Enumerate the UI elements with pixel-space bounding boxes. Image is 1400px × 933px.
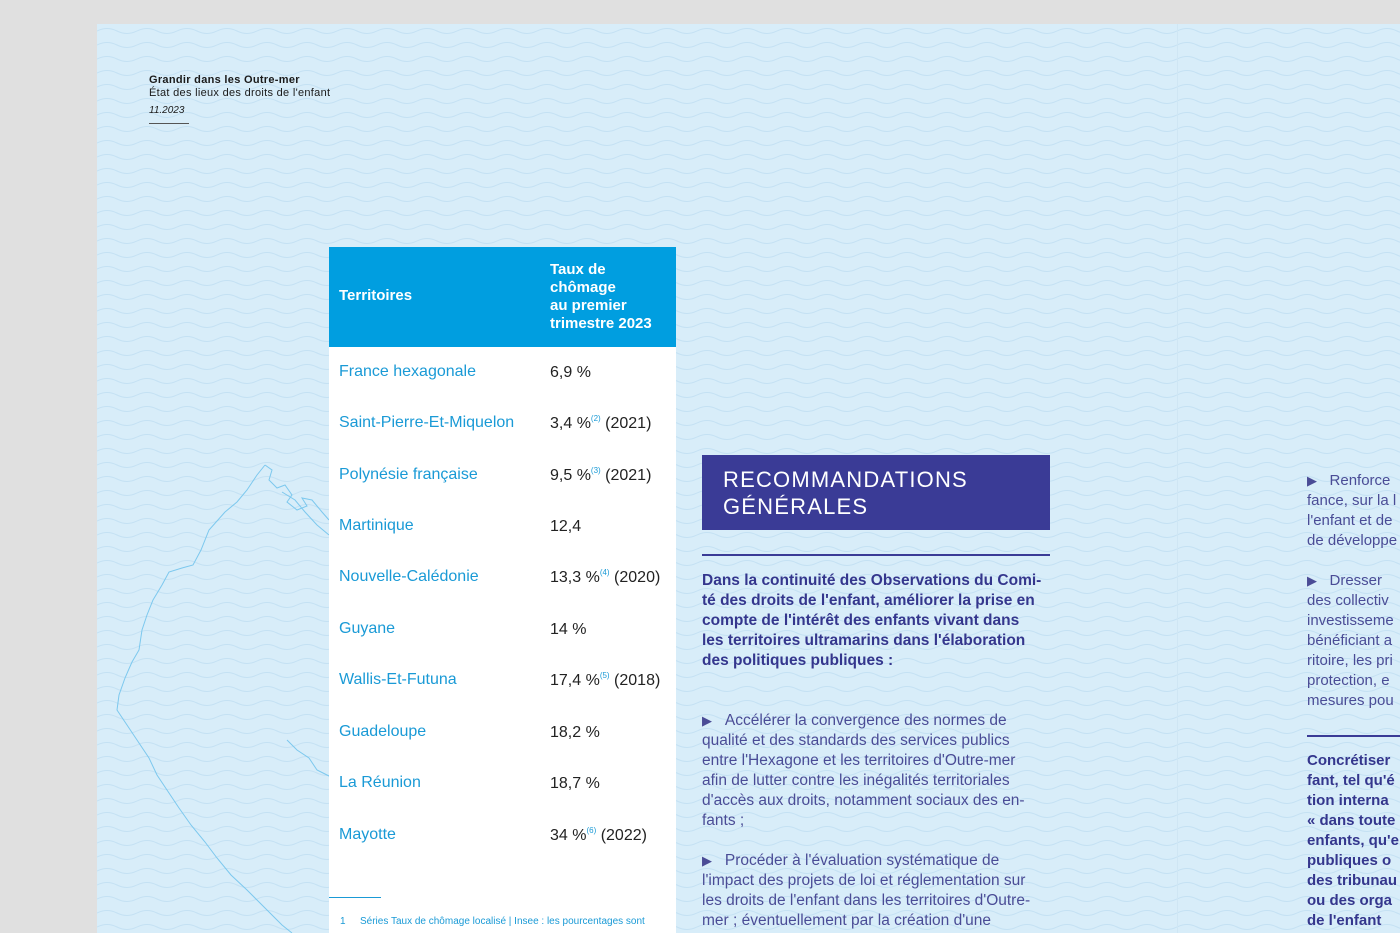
- column-header-taux: [550, 261, 670, 333]
- table-row: [329, 568, 676, 592]
- recommendations-heading-box: [702, 455, 1050, 530]
- publication-title: Grandir dans les Outre-mer: [149, 74, 300, 86]
- unemployment-value: 14 %: [550, 621, 587, 638]
- table-row: [329, 414, 676, 438]
- table-row: [329, 826, 676, 850]
- recommendation-bullet: ▶ Procéder à l'évaluation systématique de l'impact des projets de loi et réglementation sur les droits de l'enfant dans les territoires d'Outre- mer ; éventuellement par la création d'une: [702, 852, 1031, 929]
- unemployment-value: 6,9 %: [550, 364, 591, 381]
- recommendations-intro: Dans la continuité des Observations du Comi- té des droits de l'enfant, améliorer la prise en compte de l'intérêt des enfants vivant dans les territoires ultramarins dans l'élaboration des politiques publiques :: [702, 572, 1042, 669]
- bullet-triangle-icon: ▶: [702, 853, 712, 868]
- territory-name: La Réunion: [339, 774, 421, 791]
- right-column-intro: Concrétiser fant, tel qu'é tion interna « dans toute enfants, qu'e publiques o des tribunau ou des orga de l'enfant: [1307, 752, 1399, 929]
- column-header-line: Taux de: [550, 261, 606, 278]
- unemployment-value: 3,4 %$^{(2)}$ (2021): [550, 414, 652, 432]
- footnote-divider: [329, 897, 381, 898]
- table-row: [329, 466, 676, 490]
- right-column-bullet: ▶ Renforce fance, sur la l l'enfant et de de développe: [1307, 472, 1398, 549]
- territory-name: France hexagonale: [339, 363, 476, 380]
- map-outline-illustration: [97, 440, 337, 933]
- header-divider: [149, 123, 189, 124]
- recommendations-title: RECOMMANDATIONS GÉNÉRALES: [723, 467, 968, 519]
- publication-subtitle: État des lieux des droits de l'enfant: [149, 87, 331, 99]
- document-header: [149, 74, 330, 124]
- territory-name: Guadeloupe: [339, 723, 427, 740]
- table-row: [329, 363, 676, 387]
- unemployment-value: 13,3 %$^{(4)}$ (2020): [550, 568, 661, 586]
- unemployment-value: 9,5 %$^{(3)}$ (2021): [550, 466, 652, 484]
- column-header-line: chômage: [550, 279, 616, 296]
- column-header-territoires: Territoires: [339, 287, 413, 304]
- right-section-divider: [1307, 735, 1400, 737]
- page-fold: [1177, 24, 1178, 933]
- unemployment-table: [329, 247, 676, 933]
- unemployment-value: 18,7 %: [550, 775, 600, 792]
- table-row: [329, 517, 676, 541]
- footnote: 1 Séries Taux de chômage localisé | Insee : les pourcentages sont: [340, 916, 645, 927]
- table-header: [329, 247, 676, 347]
- bullet-triangle-icon: ▶: [1307, 473, 1317, 488]
- unemployment-value: 18,2 %: [550, 724, 600, 741]
- recommendation-bullet: ▶ Accélérer la convergence des normes de qualité et des standards des services publics entre l'Hexagone et les territoires d'Outre-mer afin de lutter contre les inégalités territoriales d'accès aux droits, notamment sociaux des en- fants ;: [702, 712, 1025, 829]
- territory-name: Guyane: [339, 620, 396, 637]
- column-header-line: trimestre 2023: [550, 315, 652, 332]
- table-row: [329, 620, 676, 644]
- territory-name: Martinique: [339, 517, 414, 534]
- unemployment-value: 34 %$^{(6)}$ (2022): [550, 826, 647, 844]
- table-row: [329, 774, 676, 798]
- table-row: [329, 671, 676, 695]
- territory-name: Wallis-Et-Futuna: [339, 671, 457, 688]
- territory-name: Nouvelle-Calédonie: [339, 568, 479, 585]
- territory-name: Polynésie française: [339, 466, 478, 483]
- unemployment-value: 12,4: [550, 518, 582, 535]
- unemployment-value: 17,4 %$^{(5)}$ (2018): [550, 671, 661, 689]
- bullet-triangle-icon: ▶: [1307, 573, 1317, 588]
- publication-date: 11.2023: [149, 105, 185, 116]
- territory-name: Saint-Pierre-Et-Miquelon: [339, 414, 515, 431]
- column-header-line: au premier: [550, 297, 627, 314]
- bullet-triangle-icon: ▶: [702, 713, 712, 728]
- right-column-bullet: ▶ Dresser des collectiv investisseme bénéficiant a ritoire, les pri protection, e mesures pou: [1307, 572, 1394, 709]
- territory-name: Mayotte: [339, 826, 396, 843]
- section-divider: [702, 554, 1050, 556]
- table-row: [329, 723, 676, 747]
